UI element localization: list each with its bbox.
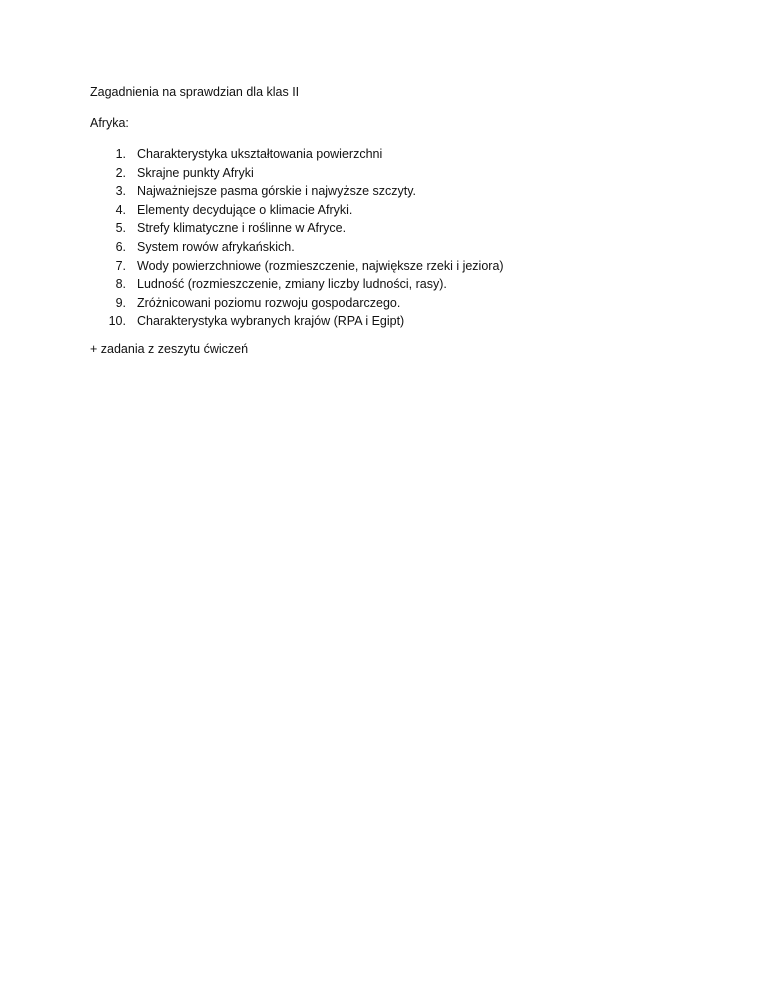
- section-label: Afryka:: [90, 116, 129, 130]
- document-title: Zagadnienia na sprawdzian dla klas II: [90, 85, 300, 99]
- list-item-text: Ludność (rozmieszczenie, zmiany liczby ludności, rasy).: [137, 277, 447, 292]
- footer-note: + zadania z zeszytu ćwiczeń: [90, 342, 249, 356]
- list-item-number: 4.: [115, 202, 126, 217]
- list-item-text: Najważniejsze pasma górskie i najwyższe szczyty.: [137, 184, 417, 199]
- list-item-text: Elementy decydujące o klimacie Afryki.: [137, 202, 353, 217]
- list-item-number: 5.: [115, 221, 126, 236]
- list-item-number: 10.: [108, 314, 126, 329]
- list-item-text: Charakterystyka ukształtowania powierzchni: [137, 147, 383, 161]
- list-item-text: Zróżnicowani poziomu rozwoju gospodarczego.: [137, 295, 401, 310]
- list-item-text: System rowów afrykańskich.: [137, 239, 295, 254]
- list-item-number: 1.: [115, 147, 126, 161]
- list-item-text: Charakterystyka wybranych krajów (RPA i Egipt): [137, 314, 405, 329]
- list-item-number: 2.: [115, 165, 126, 180]
- list-item-text: Strefy klimatyczne i roślinne w Afryce.: [137, 221, 347, 236]
- list-item-number: 9.: [115, 295, 126, 310]
- list-item-number: 3.: [115, 184, 126, 199]
- list-item-number: 6.: [115, 239, 126, 254]
- list-item-text: Wody powierzchniowe (rozmieszczenie, największe rzeki i jeziora): [137, 258, 504, 273]
- list-item-number: 7.: [115, 258, 126, 273]
- list-item-number: 8.: [115, 277, 126, 292]
- list-item-text: Skrajne punkty Afryki: [137, 165, 254, 180]
